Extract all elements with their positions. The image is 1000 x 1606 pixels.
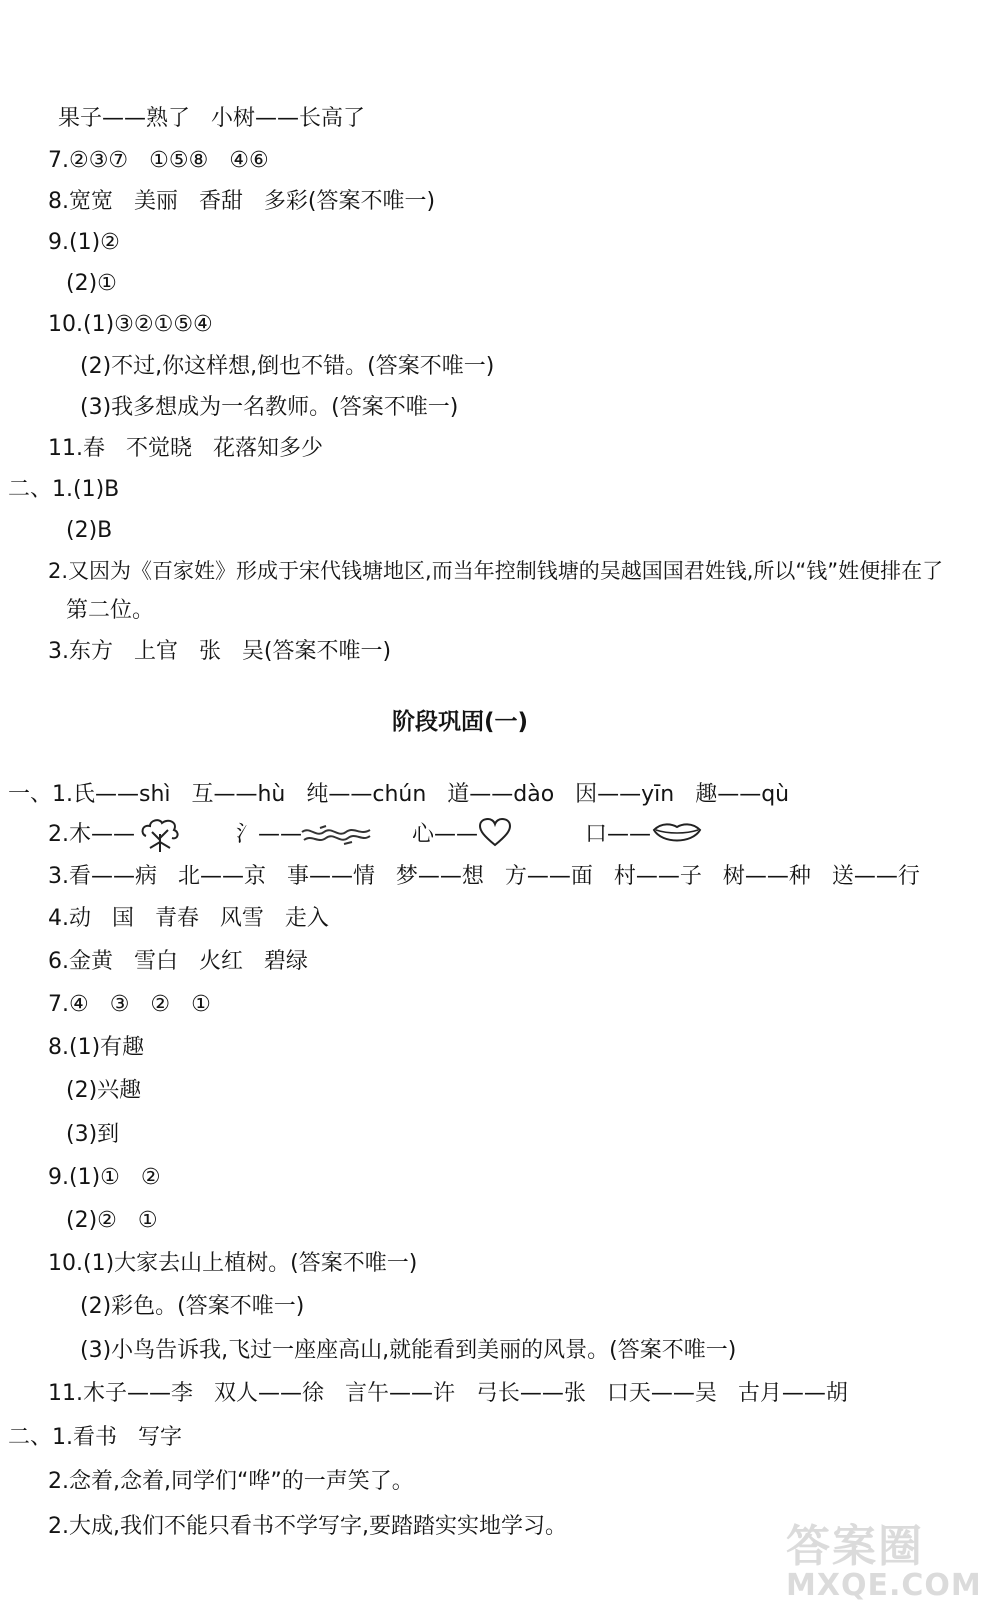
answer-line: (2)① [66, 271, 117, 296]
answer-line: 2.又因为《百家姓》形成于宋代钱塘地区,而当年控制钱塘的吴越国国君姓钱,所以“钱”姓便排在了 [48, 559, 944, 583]
answer-line: 9.(1)① ② [48, 1165, 161, 1190]
answer-line: 11.春 不觉晓 花落知多少 [48, 436, 323, 461]
answer-line: (3)到 [66, 1122, 120, 1147]
pictograph-label-wood: 2.木—— [48, 822, 135, 847]
pictograph-label-mouth: 口—— [585, 822, 652, 847]
answer-line: 9.(1)② [48, 230, 120, 255]
answer-line: (2)B [66, 518, 113, 543]
answer-line: 一、1.氏——shì 互——hù 纯——chún 道——dào 因——yīn 趣——qù [8, 782, 790, 807]
answer-line: 7.②③⑦ ①⑤⑧ ④⑥ [48, 148, 269, 173]
answer-line: 8.宽宽 美丽 香甜 多彩(答案不唯一) [48, 189, 436, 214]
watermark-bottom-text: MXQE.COM [786, 1568, 982, 1603]
answer-line: 7.④ ③ ② ① [48, 992, 211, 1017]
answer-line: 10.(1)大家去山上植树。(答案不唯一) [48, 1251, 418, 1276]
answer-line: 二、1.看书 写字 [8, 1425, 182, 1450]
answer-line: 2.大成,我们不能只看书不学写字,要踏踏实实地学习。 [48, 1514, 567, 1539]
answer-line: (2)兴趣 [66, 1078, 142, 1103]
answer-line: 11.木子——李 双人——徐 言午——许 弓长——张 口天——吴 古月——胡 [48, 1381, 848, 1406]
page-title: 阶段巩固(一) [391, 709, 529, 735]
watermark-logo [786, 1510, 986, 1603]
answer-line: (2)② ① [66, 1208, 158, 1233]
pictograph-label-heart: 心—— [412, 822, 479, 847]
answer-line: 二、1.(1)B [8, 477, 120, 502]
water-pictograph-icon [300, 822, 372, 848]
heart-pictograph-icon [478, 818, 512, 848]
answer-line: 第二位。 [66, 598, 155, 623]
answer-line: (3)我多想成为一名教师。(答案不唯一) [80, 395, 459, 420]
watermark-top-text: 答案圈 [786, 1521, 924, 1572]
answer-line: (2)不过,你这样想,倒也不错。(答案不唯一) [80, 354, 495, 379]
answer-line: 8.(1)有趣 [48, 1035, 145, 1060]
answer-line: 3.东方 上官 张 吴(答案不唯一) [48, 639, 392, 664]
tree-pictograph-icon [138, 818, 182, 854]
answer-line: 2.念着,念着,同学们“哗”的一声笑了。 [48, 1469, 414, 1494]
answer-line: 6.金黄 雪白 火红 碧绿 [48, 949, 308, 974]
answer-line: (2)彩色。(答案不唯一) [80, 1294, 305, 1319]
answer-line: 10.(1)③②①⑤④ [48, 312, 213, 337]
answer-line: 果子——熟了 小树——长高了 [58, 106, 365, 131]
mouth-pictograph-icon [652, 820, 702, 846]
answer-line: 3.看——病 北——京 事——情 梦——想 方——面 村——子 树——种 送——行 [48, 864, 920, 889]
answer-line: (3)小鸟告诉我,飞过一座座高山,就能看到美丽的风景。(答案不唯一) [80, 1338, 737, 1363]
answer-line: 4.动 国 青春 风雪 走入 [48, 906, 329, 931]
pictograph-label-water: 氵—— [236, 822, 303, 847]
